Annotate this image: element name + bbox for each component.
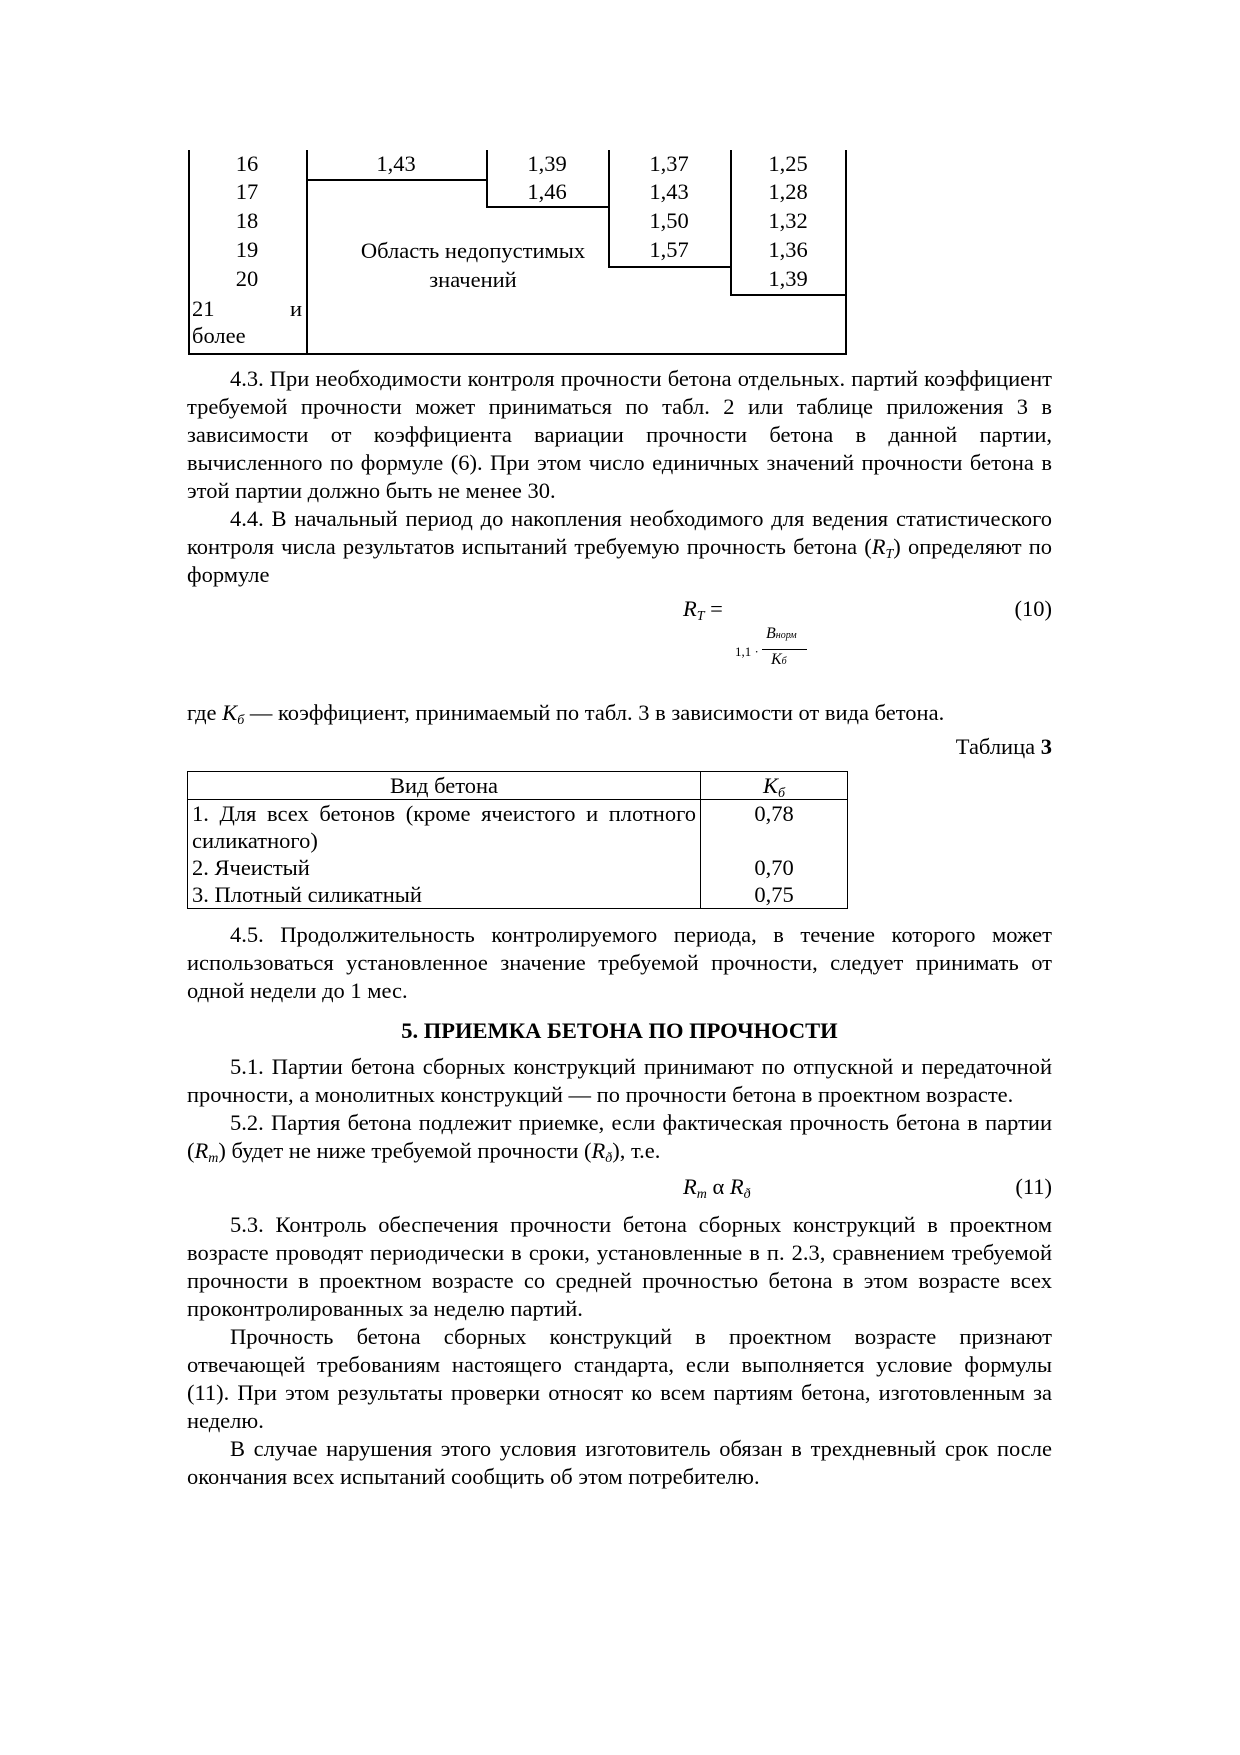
row-label-part: 21 bbox=[192, 296, 215, 321]
math-sub: б bbox=[777, 786, 786, 801]
math-var: R bbox=[683, 596, 697, 621]
math-var: K bbox=[771, 651, 782, 668]
table-row-label: 19 bbox=[235, 237, 259, 262]
table-cell: 1,43 bbox=[649, 179, 689, 204]
math-var: K bbox=[762, 773, 778, 798]
math-denominator bbox=[771, 653, 787, 669]
math-sub: ð bbox=[743, 1187, 751, 1202]
paragraph-text: ) определяют по формуле bbox=[187, 534, 1053, 587]
table-cell: 1,37 bbox=[649, 151, 689, 176]
paragraph-5-2 bbox=[187, 1109, 1052, 1165]
math-eq: = bbox=[704, 596, 723, 621]
math-var: R bbox=[729, 1174, 744, 1199]
formula-lhs bbox=[683, 595, 723, 623]
math-var: R bbox=[194, 1138, 209, 1163]
paragraph-4-5: 4.5. Продолжительность контролируемого периода, в течение которого может использоваться установленное значение требуемой прочности, следует принимать от одной недели до 1 мес. bbox=[187, 922, 1052, 1003]
table-cell: 1,25 bbox=[768, 151, 808, 176]
table-cell: 1,32 bbox=[768, 208, 808, 233]
table-row-label: 17 bbox=[235, 179, 259, 204]
formula-body bbox=[683, 1173, 751, 1201]
table-step-line-3 bbox=[608, 266, 730, 268]
formula-number: (10) bbox=[1014, 596, 1052, 621]
row-label-part: и bbox=[289, 296, 302, 321]
math-sub: норм bbox=[775, 630, 797, 641]
paragraph-5-1: 5.1. Партии бетона сборных конструкций принимают по отпускной и передаточной прочности, а монолитных конструкций — по прочности бетона в проектном возрасте. bbox=[187, 1054, 1052, 1107]
table-row-label: 20 bbox=[235, 266, 259, 291]
table-cell-type: 1. Для всех бетонов (кроме ячеистого и плотного силикатного) bbox=[188, 800, 701, 855]
math-sub: m bbox=[696, 1187, 707, 1202]
table-header-row bbox=[188, 772, 848, 800]
table-row bbox=[188, 881, 848, 909]
formula-10 bbox=[187, 589, 1052, 685]
math-sub: б bbox=[237, 713, 245, 728]
fraction-bar bbox=[762, 649, 807, 650]
math-sub: ð bbox=[605, 1151, 613, 1166]
paragraph-text: 4.4. В начальный период до накопления необходимого для ведения статистического контроля числа результатов испытаний требуемую прочность бетона ( bbox=[187, 506, 1052, 559]
math-coef: 1,1 · bbox=[735, 644, 759, 659]
math-var: B bbox=[766, 625, 776, 642]
table-row bbox=[188, 854, 848, 881]
math-sub: m bbox=[208, 1151, 219, 1166]
formula-fraction bbox=[735, 625, 807, 681]
paragraph-text: где bbox=[187, 700, 223, 725]
table-cell-type: 2. Ячеистый bbox=[188, 854, 701, 881]
table-step-line-2 bbox=[486, 206, 608, 208]
table-cell: 1,39 bbox=[527, 151, 567, 176]
paragraph-text: ) будет не ниже требуемой прочности ( bbox=[218, 1138, 592, 1163]
forbidden-region-label bbox=[328, 236, 618, 294]
table-cell-k: 0,78 bbox=[701, 800, 848, 855]
formula-number: (11) bbox=[1015, 1174, 1052, 1199]
forbidden-region-line-1: Область недопустимых bbox=[360, 238, 586, 263]
document-page bbox=[187, 150, 1052, 1491]
paragraph-5-3: 5.3. Контроль обеспечения прочности бетона сборных конструкций в проектном возрасте проводят периодически в сроки, установленные в п. 2.3, сравнением требуемой прочности в проектном возрасте со средней прочностью бетона в этом возрасте всех проконтролированных за неделю партий. bbox=[187, 1212, 1052, 1321]
paragraph-4-3: 4.3. При необходимости контроля прочности бетона отдельных. партий коэффициент требуемой прочности может приниматься по табл. 2 или таблице приложения 3 в зависимости от коэффициента вариации прочности бетона в данной партии, вычисленного по формуле (6). При этом число единичных значений прочности бетона в этой партии должно быть не менее 30. bbox=[187, 366, 1052, 503]
table-header-type: Вид бетона bbox=[188, 772, 701, 800]
math-sub: T bbox=[696, 609, 705, 624]
paragraph-text: 5.2. Партия бетона подлежит приемке, если фактическая прочность бетона в партии ( bbox=[187, 1110, 1052, 1163]
table-cell: 1,46 bbox=[527, 179, 567, 204]
caption-text: Таблица bbox=[955, 734, 1041, 759]
table-cell: 1,28 bbox=[768, 179, 808, 204]
math-var: R bbox=[871, 534, 886, 559]
table-cell-type: 3. Плотный силикатный bbox=[188, 881, 701, 909]
table-3-caption bbox=[187, 733, 1052, 761]
math-var: R bbox=[591, 1138, 606, 1163]
paragraph-text: ), т.е. bbox=[612, 1138, 661, 1163]
table-cell: 1,50 bbox=[649, 208, 689, 233]
math-sub: б bbox=[781, 656, 787, 667]
paragraph-where bbox=[187, 699, 1052, 727]
table-cell-k: 0,75 bbox=[701, 881, 848, 909]
paragraph-5-3-violation: В случае нарушения этого условия изготовитель обязан в трехдневный срок после окончания всех испытаний сообщить об этом потребителю. bbox=[187, 1436, 1052, 1489]
table-row-label: 16 bbox=[235, 151, 259, 176]
table-row-label-21-more bbox=[192, 295, 302, 349]
table-row bbox=[188, 800, 848, 855]
math-var: R bbox=[683, 1174, 697, 1199]
section-5-heading: 5. ПРИЕМКА БЕТОНА ПО ПРОЧНОСТИ bbox=[401, 1018, 838, 1043]
math-var: K bbox=[222, 700, 238, 725]
row-label-part: более bbox=[192, 323, 246, 348]
table-row-label: 18 bbox=[235, 208, 259, 233]
table-cell: 1,43 bbox=[376, 151, 416, 176]
table-header-k bbox=[701, 772, 848, 800]
paragraph-text: — коэффициент, принимаемый по табл. 3 в зависимости от вида бетона. bbox=[244, 700, 945, 725]
formula-11 bbox=[187, 1165, 1052, 1211]
forbidden-region-line-2: значений bbox=[429, 267, 517, 292]
paragraph-5-3-cont: Прочность бетона сборных конструкций в проектном возрасте признают отвечающей требованиям настоящего стандарта, если выполняется условие формулы (11). При этом результаты проверки относят ко всем партиям бетона, изготовленным за неделю. bbox=[187, 1324, 1052, 1433]
table-step-line-1 bbox=[306, 179, 486, 181]
math-sub: T bbox=[885, 547, 894, 562]
table-2-fragment bbox=[188, 150, 847, 355]
table-3 bbox=[187, 771, 848, 909]
table-cell: 1,57 bbox=[649, 237, 689, 262]
table-cell: 1,39 bbox=[768, 266, 808, 291]
table-divider-v1 bbox=[306, 150, 308, 355]
table-step-line-4 bbox=[730, 294, 846, 296]
paragraph-4-4 bbox=[187, 505, 1052, 589]
table-cell-k: 0,70 bbox=[701, 854, 848, 881]
table-border-bottom bbox=[188, 353, 846, 355]
math-numerator bbox=[766, 627, 797, 643]
table-cell: 1,36 bbox=[768, 237, 808, 262]
caption-number: 3 bbox=[1040, 734, 1052, 759]
math-op: α bbox=[706, 1174, 730, 1199]
